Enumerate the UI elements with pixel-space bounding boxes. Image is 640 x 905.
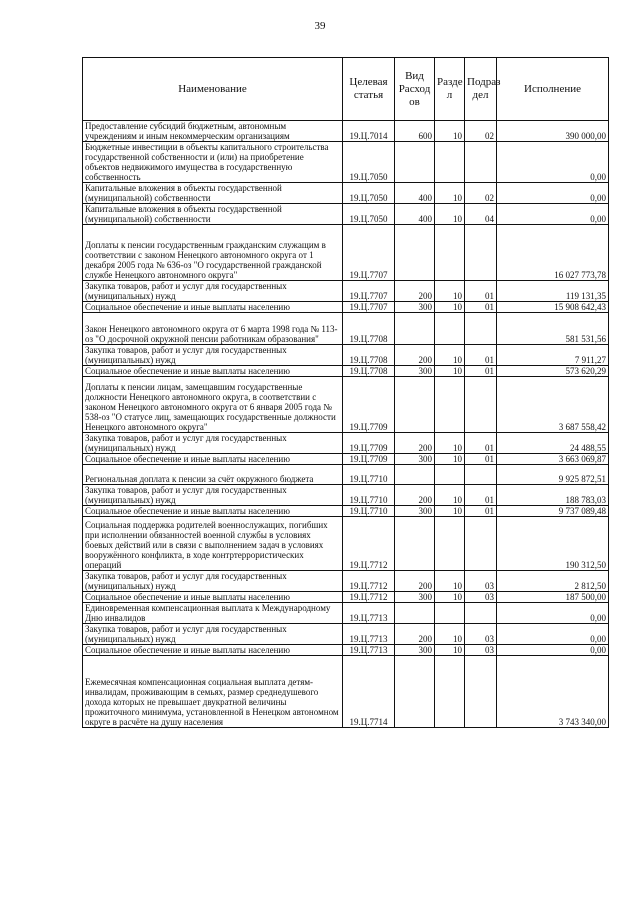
table-row: [83, 345, 609, 366]
row-subsection: 04: [465, 204, 497, 225]
row-target: 19.Ц.7710: [343, 506, 395, 517]
row-subsection: 02: [465, 121, 497, 142]
row-section: 10: [435, 506, 465, 517]
row-expense-type: 200: [395, 281, 435, 302]
row-amount: 3 663 069,87: [497, 454, 609, 465]
row-name: Капитальные вложения в объекты государственной (муниципальной) собственности: [83, 183, 343, 204]
row-expense-type: 200: [395, 345, 435, 366]
header-row: [83, 58, 609, 121]
row-amount: 573 620,29: [497, 366, 609, 377]
row-amount: 0,00: [497, 624, 609, 645]
row-section: [435, 603, 465, 624]
table-row: [83, 592, 609, 603]
row-section: 10: [435, 366, 465, 377]
row-name: Закупка товаров, работ и услуг для государственных (муниципальных) нужд: [83, 345, 343, 366]
table-row: [83, 603, 609, 624]
row-subsection: 03: [465, 624, 497, 645]
header-target: Целевая статья: [343, 58, 395, 121]
table-row: [83, 366, 609, 377]
row-amount: 0,00: [497, 645, 609, 656]
row-name: Социальное обеспечение и иные выплаты населению: [83, 645, 343, 656]
row-name: Единовременная компенсационная выплата к Международному Дню инвалидов: [83, 603, 343, 624]
row-subsection: [465, 225, 497, 281]
row-amount: 188 783,03: [497, 485, 609, 506]
row-section: [435, 142, 465, 183]
row-expense-type: [395, 377, 435, 433]
row-subsection: 01: [465, 366, 497, 377]
row-target: 19.Ц.7713: [343, 624, 395, 645]
row-target: 19.Ц.7714: [343, 656, 395, 728]
row-target: 19.Ц.7707: [343, 225, 395, 281]
row-subsection: [465, 313, 497, 345]
row-name: Закупка товаров, работ и услуг для государственных (муниципальных) нужд: [83, 571, 343, 592]
table-row: [83, 142, 609, 183]
row-section: 10: [435, 204, 465, 225]
row-section: 10: [435, 121, 465, 142]
row-amount: 190 312,50: [497, 517, 609, 571]
table-row: [83, 571, 609, 592]
row-subsection: 01: [465, 302, 497, 313]
table-row: [83, 377, 609, 433]
row-amount: 3 687 558,42: [497, 377, 609, 433]
table-row: [83, 183, 609, 204]
row-section: 10: [435, 345, 465, 366]
row-target: 19.Ц.7708: [343, 313, 395, 345]
row-target: 19.Ц.7712: [343, 517, 395, 571]
row-section: 10: [435, 454, 465, 465]
table-row: [83, 506, 609, 517]
row-expense-type: 600: [395, 121, 435, 142]
row-target: 19.Ц.7050: [343, 142, 395, 183]
row-amount: 16 027 773,78: [497, 225, 609, 281]
table-row: [83, 433, 609, 454]
row-name: Региональная доплата к пенсии за счёт окружного бюджета: [83, 465, 343, 485]
row-expense-type: [395, 313, 435, 345]
row-name: Доплаты к пенсии государственным гражданским служащим в соответствии с законом Ненецкого автономного округа от 1 декабря 2005 года № 636-оз "О государственной гражданской службе Ненецкого автономного округа": [83, 225, 343, 281]
row-section: 10: [435, 624, 465, 645]
row-expense-type: 300: [395, 302, 435, 313]
row-section: 10: [435, 645, 465, 656]
row-section: 10: [435, 281, 465, 302]
row-expense-type: 200: [395, 571, 435, 592]
row-expense-type: 300: [395, 592, 435, 603]
row-target: 19.Ц.7710: [343, 485, 395, 506]
row-target: 19.Ц.7709: [343, 433, 395, 454]
row-amount: 119 131,35: [497, 281, 609, 302]
table-row: [83, 281, 609, 302]
row-amount: 0,00: [497, 183, 609, 204]
row-name: Закон Ненецкого автономного округа от 6 марта 1998 года № 113-оз "О досрочной окружной пенсии работникам образования": [83, 313, 343, 345]
row-amount: 0,00: [497, 142, 609, 183]
header-name: Наименование: [83, 58, 343, 121]
row-subsection: 01: [465, 281, 497, 302]
row-subsection: 01: [465, 485, 497, 506]
row-subsection: 03: [465, 645, 497, 656]
row-target: 19.Ц.7050: [343, 204, 395, 225]
row-section: 10: [435, 571, 465, 592]
table-row: [83, 121, 609, 142]
header-section: Разде л: [435, 58, 465, 121]
row-target: 19.Ц.7712: [343, 571, 395, 592]
row-amount: 0,00: [497, 603, 609, 624]
row-amount: 187 500,00: [497, 592, 609, 603]
row-section: [435, 465, 465, 485]
table-row: [83, 517, 609, 571]
row-name: Социальное обеспечение и иные выплаты населению: [83, 302, 343, 313]
row-name: Социальное обеспечение и иные выплаты населению: [83, 506, 343, 517]
row-target: 19.Ц.7014: [343, 121, 395, 142]
row-section: 10: [435, 183, 465, 204]
row-expense-type: 200: [395, 485, 435, 506]
row-name: Закупка товаров, работ и услуг для государственных (муниципальных) нужд: [83, 281, 343, 302]
header-expense-type: Вид Расход ов: [395, 58, 435, 121]
row-subsection: [465, 603, 497, 624]
budget-table: [82, 57, 609, 728]
row-expense-type: [395, 656, 435, 728]
row-amount: 9 737 089,48: [497, 506, 609, 517]
table-row: [83, 204, 609, 225]
row-target: 19.Ц.7708: [343, 366, 395, 377]
row-target: 19.Ц.7713: [343, 645, 395, 656]
row-amount: 7 911,27: [497, 345, 609, 366]
row-section: [435, 377, 465, 433]
row-subsection: 03: [465, 592, 497, 603]
table-row: [83, 656, 609, 728]
row-name: Капитальные вложения в объекты государственной (муниципальной) собственности: [83, 204, 343, 225]
row-amount: 9 925 872,51: [497, 465, 609, 485]
row-amount: 24 488,55: [497, 433, 609, 454]
row-subsection: 02: [465, 183, 497, 204]
row-expense-type: 300: [395, 506, 435, 517]
row-target: 19.Ц.7709: [343, 377, 395, 433]
row-expense-type: [395, 465, 435, 485]
row-amount: 0,00: [497, 204, 609, 225]
row-target: 19.Ц.7050: [343, 183, 395, 204]
row-expense-type: 400: [395, 204, 435, 225]
row-target: 19.Ц.7707: [343, 281, 395, 302]
row-subsection: 01: [465, 454, 497, 465]
row-subsection: 01: [465, 506, 497, 517]
row-name: Социальное обеспечение и иные выплаты населению: [83, 454, 343, 465]
row-expense-type: 300: [395, 366, 435, 377]
table-row: [83, 454, 609, 465]
row-subsection: 01: [465, 433, 497, 454]
row-section: 10: [435, 433, 465, 454]
table-row: [83, 302, 609, 313]
row-expense-type: [395, 225, 435, 281]
table-row: [83, 645, 609, 656]
row-name: Ежемесячная компенсационная социальная выплата детям-инвалидам, проживающим в семьях, размер среднедушевого дохода которых не превышает двукратной величины прожиточного минимума, установленной в Ненецком автономном округе в расчёте на душу населения: [83, 656, 343, 728]
row-name: Закупка товаров, работ и услуг для государственных (муниципальных) нужд: [83, 433, 343, 454]
row-section: [435, 517, 465, 571]
row-name: Закупка товаров, работ и услуг для государственных (муниципальных) нужд: [83, 624, 343, 645]
row-section: 10: [435, 592, 465, 603]
row-target: 19.Ц.7707: [343, 302, 395, 313]
row-name: Предоставление субсидий бюджетным, автономным учреждениям и иным некоммерческим организациям: [83, 121, 343, 142]
row-name: Доплаты к пенсии лицам, замещавшим государственные должности Ненецкого автономного округа, в соответствии с законом Ненецкого автономного округа от 6 января 2005 года № 538-оз "О статусе лиц, замещающих государственные должности Ненецкого автономного округа": [83, 377, 343, 433]
row-amount: 390 000,00: [497, 121, 609, 142]
row-subsection: [465, 656, 497, 728]
row-name: Социальное обеспечение и иные выплаты населению: [83, 366, 343, 377]
row-name: Социальное обеспечение и иные выплаты населению: [83, 592, 343, 603]
row-section: [435, 313, 465, 345]
table-row: [83, 313, 609, 345]
row-subsection: [465, 465, 497, 485]
table-row: [83, 485, 609, 506]
page-number: 39: [314, 20, 326, 32]
row-expense-type: 300: [395, 645, 435, 656]
row-target: 19.Ц.7713: [343, 603, 395, 624]
row-expense-type: [395, 603, 435, 624]
row-section: [435, 225, 465, 281]
row-target: 19.Ц.7710: [343, 465, 395, 485]
row-expense-type: 200: [395, 433, 435, 454]
row-name: Социальная поддержка родителей военнослужащих, погибших при исполнении обязанностей военной службы в условиях боевых действий или в связи с выполнением задач в условиях вооружённого конфликта, в ходе контртеррористических операций: [83, 517, 343, 571]
row-expense-type: 200: [395, 624, 435, 645]
row-expense-type: 400: [395, 183, 435, 204]
row-subsection: 03: [465, 571, 497, 592]
row-amount: 581 531,56: [497, 313, 609, 345]
row-section: 10: [435, 302, 465, 313]
row-target: 19.Ц.7708: [343, 345, 395, 366]
row-section: [435, 656, 465, 728]
row-expense-type: [395, 142, 435, 183]
row-amount: 3 743 340,00: [497, 656, 609, 728]
row-target: 19.Ц.7709: [343, 454, 395, 465]
table-row: [83, 465, 609, 485]
row-subsection: 01: [465, 345, 497, 366]
row-name: Закупка товаров, работ и услуг для государственных (муниципальных) нужд: [83, 485, 343, 506]
row-subsection: [465, 142, 497, 183]
header-execution: Исполнение: [497, 58, 609, 121]
row-section: 10: [435, 485, 465, 506]
row-subsection: [465, 517, 497, 571]
row-name: Бюджетные инвестиции в объекты капитального строительства государственной собственности и (или) на приобретение объектов недвижимого имущества в государственную собственность: [83, 142, 343, 183]
row-expense-type: [395, 517, 435, 571]
row-target: 19.Ц.7712: [343, 592, 395, 603]
row-amount: 15 908 642,43: [497, 302, 609, 313]
row-amount: 2 812,50: [497, 571, 609, 592]
header-subsection: Подраз дел: [465, 58, 497, 121]
row-expense-type: 300: [395, 454, 435, 465]
table-row: [83, 624, 609, 645]
table-row: [83, 225, 609, 281]
row-subsection: [465, 377, 497, 433]
